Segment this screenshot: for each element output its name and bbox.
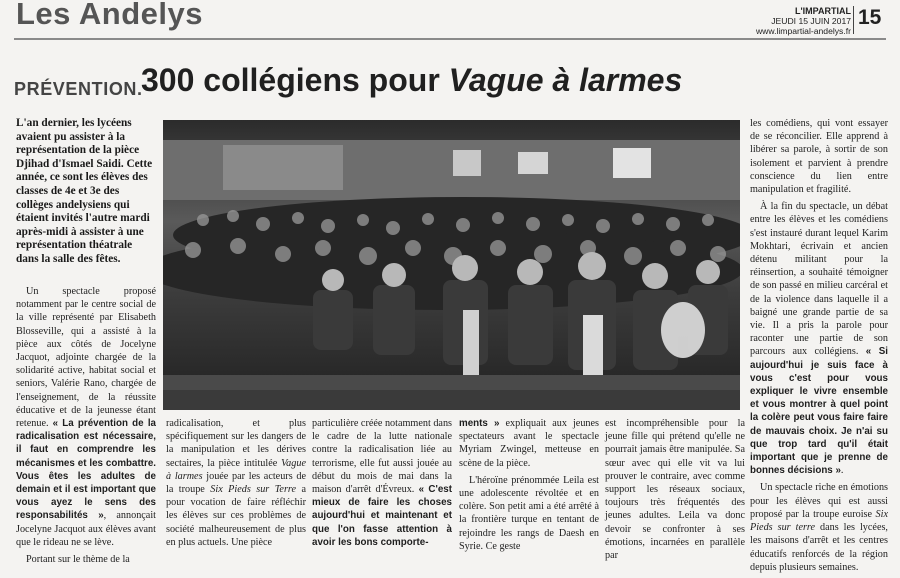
article-lead: L'an dernier, les lycéens avaient pu assister à la représentation de la pièce Djihad d'Ismael Saidi. Cette année, ce sont les élèves des classes de 4e et 3e des collèges andelysiens qui étaient invités l'autre mardi après-midi à assister à une représentation théatrale dans la salle des fêtes.: [16, 117, 153, 265]
article-column-6: [750, 117, 888, 578]
article-headline: [141, 62, 682, 99]
section-kicker: PRÉVENTION.: [14, 79, 143, 99]
page-number: 15: [858, 6, 882, 29]
paragraph: radicalisation, et plus spécifiquement sur les dangers de la manipulation et les dérives sectaires, la pièce intitulée Vague à larmes jouée par les acteurs de la troupe Six Pieds sur Terre a pour vocation de faire réfléchir les élèves sur ces problèmes de société malheureusement de plus en plus actuels. Une pièce: [166, 418, 306, 548]
paragraph: L'héroïne prénommée Leila est une adolescente révoltée et en colère. Son petit ami a été arrêté à la frontière turque en tentant de rejoindre les rangs de Daesh en Syrie. Ce geste: [459, 474, 599, 552]
paragraph: À la fin du spectacle, un débat entre les élèves et les comédiens s'est instauré durant lequel Karim Mokhtari, écrivain et ancien détenu militant pour la réinsertion, a souhaité témoigner de son passé en milieu carcéral et de la violence dans laquelle il a baigné une grande partie de sa vie. Il a pris la parole pour raconter une partie de son parcours aux collégiens. « Si aujourd'hui je suis face à vous c'est pour vous expliquer le vivre ensemble et vous montrer à quel point la colère peut vous faire faire de mauvais choix. Je n'ai su que trop tard qu'il était important que je prenne de bonnes décisions ».: [750, 201, 888, 477]
paragraph: est incompréhensible pour la jeune fille qui prétend qu'elle ne pourrait jamais être manipulée. Sa sœur avec qui elle vit va lui prouver le contraire, avec comme support les réseaux sociaux, toujours très fréquentés des jeunes adultes. Leila va donc devoir se confronter à ses émotions, incarnées en parallèle par: [605, 418, 745, 562]
article-column-5: [605, 417, 745, 566]
headline-play-title: Vague à larmes: [448, 62, 683, 98]
paragraph: Un spectacle proposé notamment par le centre social de la ville représenté par Elisabeth Blosseville, qui a assisté à la pièce aux côtés de Jocelyne Jacquot, adjointe chargée de la solidarité active, habitat social et seniors, Valérie Rano, chargée de l'enseignement, de la réussite éducative et de la jeunesse étant retenue. « La prévention de la radicalisation est nécessaire, il faut en comprendre les mécanismes et les combattre. Vous êtes les adultes de demain et il est important que vous ayez le sens des responsabilités », annonçait Jocelyne Jacquot aux élèves avant que le rideau ne se lève.: [16, 286, 157, 548]
headline-plain: 300 collégiens pour: [141, 62, 449, 98]
article-column-2: [166, 417, 306, 553]
audience-photo-illustration: [163, 120, 740, 410]
paragraph: particulière créée notamment dans le cadre de la lutte nationale contre la radicalisation liée au terrorisme, elle fut aussi jouée au début du mois de mai dans la maison d'arrêt d'Évreux. « C'est mieux de faire les choses aujourd'hui et maintenant et que l'on fasse attention à avoir les bons comporte-: [312, 418, 453, 548]
paragraph: Portant sur le thème de la: [26, 554, 130, 566]
website-link[interactable]: www.limpartial-andelys.fr: [755, 26, 851, 36]
paragraph: Un spectacle riche en émotions pour les élèves qui est aussi proposé par la troupe euroise Six Pieds sur terre dans les lycées, les maisons d'arrêt et les centres éducatifs renforcés de la région depuis plusieurs semaines.: [750, 482, 888, 573]
audience-photo: [163, 120, 740, 410]
town-name: Les Andelys: [16, 0, 203, 31]
paragraph: ments » expliquait aux jeunes spectateurs avant le spectacle Myriam Zwingel, metteuse en scène de la pièce.: [459, 418, 599, 469]
article-column-4: [459, 417, 599, 557]
issue-date: JEUDI 15 JUIN 2017: [771, 16, 851, 26]
paragraph: les comédiens, qui vont essayer de se réconcilier. Elle apprend à libérer sa parole, à sortir de son isolement et parvient à prendre conscience du lien entre manipulation et fragilité.: [750, 118, 888, 196]
article-column-1: [16, 285, 156, 570]
newspaper-name: L'IMPARTIAL: [795, 6, 851, 16]
page-number-divider: [853, 6, 854, 34]
newspaper-masthead: [747, 6, 851, 36]
article-column-3: [312, 417, 452, 553]
header-rule: [14, 38, 886, 40]
